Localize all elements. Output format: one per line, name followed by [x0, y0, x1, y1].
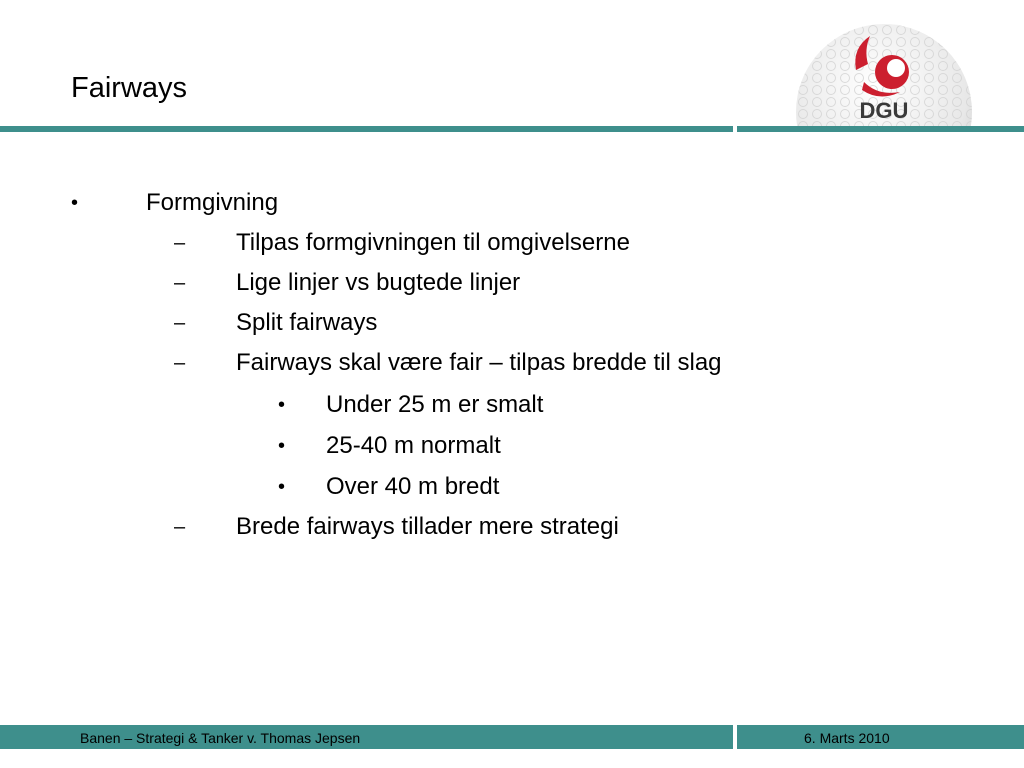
list-item-text: Split fairways [236, 309, 378, 336]
dash-marker: – [174, 516, 186, 538]
logo-text: DGU [859, 98, 909, 123]
bullet-marker: • [71, 192, 79, 214]
list-item-text: Formgivning [146, 189, 279, 216]
header-rule-right [737, 126, 1024, 132]
list-item-text: Over 40 m bredt [326, 473, 500, 500]
list-item-text: Tilpas formgivningen til omgivelserne [236, 229, 630, 256]
bullet-marker: • [278, 435, 286, 457]
header-rule-left [0, 126, 733, 132]
list-item-text: Under 25 m er smalt [326, 391, 544, 418]
list-item-text: 25-40 m normalt [326, 432, 501, 459]
dash-marker: – [174, 312, 186, 334]
footer-date: 6. Marts 2010 [804, 730, 890, 746]
golf-ball-logo-icon [796, 0, 972, 126]
list-item-text: Lige linjer vs bugtede linjer [236, 269, 521, 296]
list-item-text: Fairways skal være fair – tilpas bredde til slag [236, 349, 722, 376]
bullet-marker: • [278, 394, 286, 416]
dash-marker: – [174, 232, 186, 254]
list-item-text: Brede fairways tillader mere strategi [236, 513, 619, 540]
slide-title: Fairways [71, 72, 188, 104]
dash-marker: – [174, 352, 186, 374]
dgu-logo [796, 0, 972, 126]
dash-marker: – [174, 272, 186, 294]
footer-presentation-title: Banen – Strategi & Tanker v. Thomas Jepsen [80, 730, 361, 746]
bullet-marker: • [278, 476, 286, 498]
